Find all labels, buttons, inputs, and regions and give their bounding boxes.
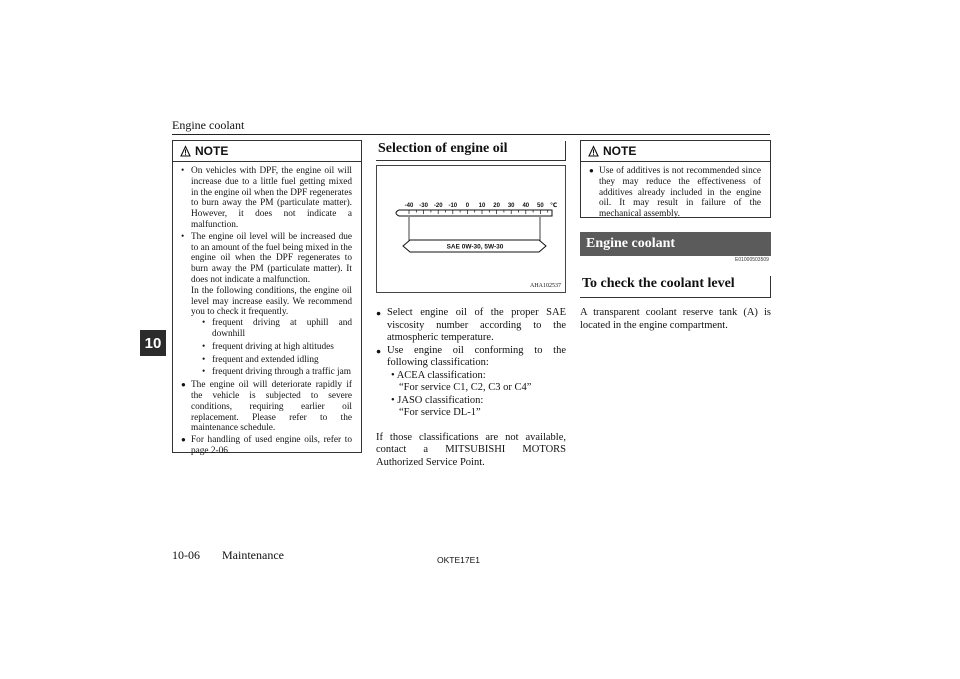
classification-intro: ● Use engine oil conforming to the following classification:	[387, 344, 566, 368]
section-banner-engine-coolant: Engine coolant	[580, 232, 771, 256]
info-icon	[587, 145, 600, 158]
jaso-label: • JASO classification:	[391, 394, 484, 406]
acea-label: • ACEA classification:	[391, 369, 486, 381]
chapter-tab: 10	[140, 330, 166, 356]
running-header: Engine coolant	[172, 118, 245, 132]
note-title: NOTE	[195, 144, 229, 158]
note-bullet-oil-level-cont: In the following conditions, the engine oil level may increase easily. We recommend you to check it frequently.	[191, 285, 352, 318]
temperature-unit: ℃	[550, 203, 558, 209]
note-point-additives: ● Use of additives is not recommended since they may reduce the effectiveness of additives already included in the engine oil. It may result in failure of the mechanical assembly.	[589, 166, 761, 220]
closing-paragraph: If those classifications are not available, contact a MITSUBISHI MOTORS Authorized Service Point.	[376, 431, 566, 468]
note-header	[173, 141, 361, 162]
viscosity-figure	[376, 165, 566, 293]
scale-label: 40	[522, 203, 530, 209]
note-point-deterioration: ● The engine oil will deteriorate rapidly if the vehicle is subjected to severe conditions, requiring earlier oil replacement. Please refer to the maintenance schedule.	[181, 380, 352, 434]
condition-list	[191, 318, 352, 378]
viscosity-temperature-chart	[377, 166, 565, 292]
figure-id: AHA102537	[530, 283, 561, 289]
note-body	[581, 162, 770, 227]
note-bullet-oil-level-text: • The engine oil level will be increased due to an amount of the fuel being mixed in the engine oil when the DPF regenerates to burn away the PM (particulate matter). It does not indicate a malfunction.	[191, 231, 352, 285]
oil-selection-text	[376, 307, 566, 469]
scale-label: 0	[465, 203, 470, 209]
note-box-left	[172, 140, 362, 456]
note-box-right	[580, 140, 771, 218]
scale-label: 50	[537, 203, 544, 209]
condition-item: • frequent driving through a traffic jam	[202, 367, 352, 378]
condition-item: • frequent driving at high altitudes	[202, 342, 352, 353]
classification-list	[387, 370, 566, 420]
note-title: NOTE	[603, 144, 637, 158]
note-body	[173, 162, 361, 464]
sae-range-label: SAE 0W-30, 5W-30	[446, 243, 504, 251]
jaso-value: “For service DL-1”	[399, 407, 481, 418]
note-header	[581, 141, 770, 162]
scale-label: -30	[419, 203, 428, 209]
scale-label: -10	[448, 203, 458, 209]
note-bullet-dpf: • On vehicles with DPF, the engine oil will increase due to a little fuel getting mixed in the engine oil when the DPF regenerates to burn away the PM (particulate matter). However, it does not indicate a malfunction.	[181, 166, 352, 231]
list-item: ● Select engine oil of the proper SAE viscosity number according to the atmospheric temperature.	[376, 307, 566, 345]
note-bullet-oil-level	[181, 232, 352, 378]
info-icon	[179, 145, 192, 158]
header-rule	[172, 134, 770, 135]
scale-label: 30	[507, 203, 515, 209]
page-number: 10-06	[172, 548, 200, 562]
scale-label: -40	[404, 203, 414, 209]
note-point-used-oil: ● For handling of used engine oils, refer to page 2-06.	[181, 435, 352, 457]
section-code: E01000503509	[735, 257, 769, 263]
scale-label: 20	[493, 203, 500, 209]
condition-item: • frequent driving at uphill and downhill	[202, 318, 352, 340]
section-heading-oil-selection: Selection of engine oil	[376, 141, 566, 161]
footer-doc-code: OKTE17E1	[437, 555, 480, 565]
scale-label: 10	[478, 203, 486, 209]
acea-value: “For service C1, C2, C3 or C4”	[399, 382, 532, 393]
coolant-paragraph: A transparent coolant reserve tank (A) is located in the engine compartment.	[580, 307, 771, 331]
footer-section: Maintenance	[222, 548, 284, 562]
subheading-check-coolant: To check the coolant level	[580, 276, 771, 298]
condition-item: • frequent and extended idling	[202, 355, 352, 366]
list-item	[376, 345, 566, 420]
scale-label: -20	[433, 203, 443, 209]
